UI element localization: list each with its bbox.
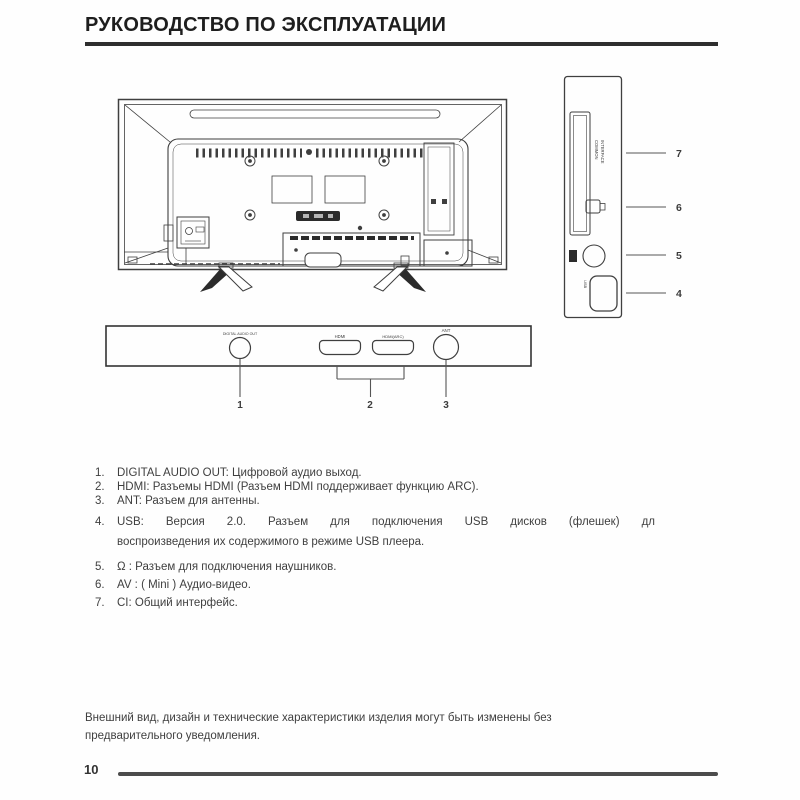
hdmi-label: HDMI [334,334,346,339]
legend-item-text: HDMI: Разъемы HDMI (Разъем HDMI поддерживает функцию ARC). [117,481,479,493]
hdmi-port-1 [320,341,361,355]
ci-slot-label: INTERFACE [600,140,605,164]
legend-item [95,512,655,552]
legend-item-text [117,512,655,552]
usb-port [590,276,617,311]
page-title: РУКОВОДСТВО ПО ЭКСПЛУАТАЦИИ [85,14,447,36]
page-number: 10 [84,762,99,777]
footer-rule [118,772,718,776]
screw [306,149,312,155]
power-inlet-box [424,240,472,266]
ant-jack [434,335,459,360]
legend-list [95,466,655,612]
lower-recess [283,233,420,267]
footer-note-line: предварительного уведомления. [85,730,260,742]
callout-6: 6 [676,202,682,214]
legend-item-number: 2. [95,481,105,493]
screw [294,248,298,252]
legend-item-text-line: воспроизведения их содержимого в режиме USB плеера. [117,536,425,548]
rear-connector-box [164,217,209,264]
legend-item [95,594,655,612]
legend-item-text-line: USB: Версия 2.0. Разъем для подключения USB дисков (флешек) дл [117,516,655,528]
legend-item-number: 5. [95,561,105,573]
hdmi-arc-label: HDMI(ARC) [382,334,404,339]
legend-item [95,494,655,508]
tv-stand-left [200,263,252,292]
tv-side-panel-view [565,77,683,318]
ant-label: ANT [441,328,451,333]
legend-item [95,466,655,480]
usb-port-label: USB [583,280,588,289]
legend-item-text: ANT: Разъем для антенны. [117,495,260,507]
model-plate [296,211,340,221]
callout-7: 7 [676,148,682,160]
ci-slot [570,112,590,235]
legend-item-number: 6. [95,579,105,591]
rating-label-right [325,176,365,203]
callout-4: 4 [676,288,682,300]
callout-5: 5 [676,250,682,262]
legend-item-number: 7. [95,597,105,609]
legend-item-text: CI: Общий интерфейс. [117,597,238,609]
callout-3: 3 [443,400,449,411]
bottom-callout-leaders [240,359,446,397]
footer-note [85,709,715,745]
digital-audio-out-jack [230,338,251,359]
callout-2: 2 [367,400,373,411]
headphone-jack [569,245,605,267]
callout-1: 1 [237,400,243,411]
legend-item [95,558,655,576]
digital-audio-out-label: DIGITAL AUDIO OUT [222,332,258,336]
vesa-screw-holes [245,156,389,220]
screw [358,226,362,230]
legend-item-number: 4. [95,516,105,528]
av-mini-jack [586,200,605,213]
legend-item-text: DIGITAL AUDIO OUT: Цифровой аудио выход. [117,467,362,479]
ci-slot-label: COMMON [594,140,599,160]
legend-item-number: 3. [95,495,105,507]
legend-item-text: AV : ( Mini ) Аудио-видео. [117,579,251,591]
hdmi-port-2 [373,341,414,355]
footer-note-line: Внешний вид, дизайн и технические характеристики изделия могут быть изменены без [85,712,552,724]
tv-back-view [119,100,507,293]
legend-item [95,480,655,494]
legend-item [95,576,655,594]
legend-item-text: Ω : Разъем для подключения наушников. [117,561,337,573]
tv-stand-right [374,256,426,292]
side-callout-leaders [626,153,666,293]
side-connector-recess [424,143,454,235]
rating-label-left [272,176,312,203]
legend-item-number: 1. [95,467,105,479]
tv-bottom-panel-view [106,326,531,411]
